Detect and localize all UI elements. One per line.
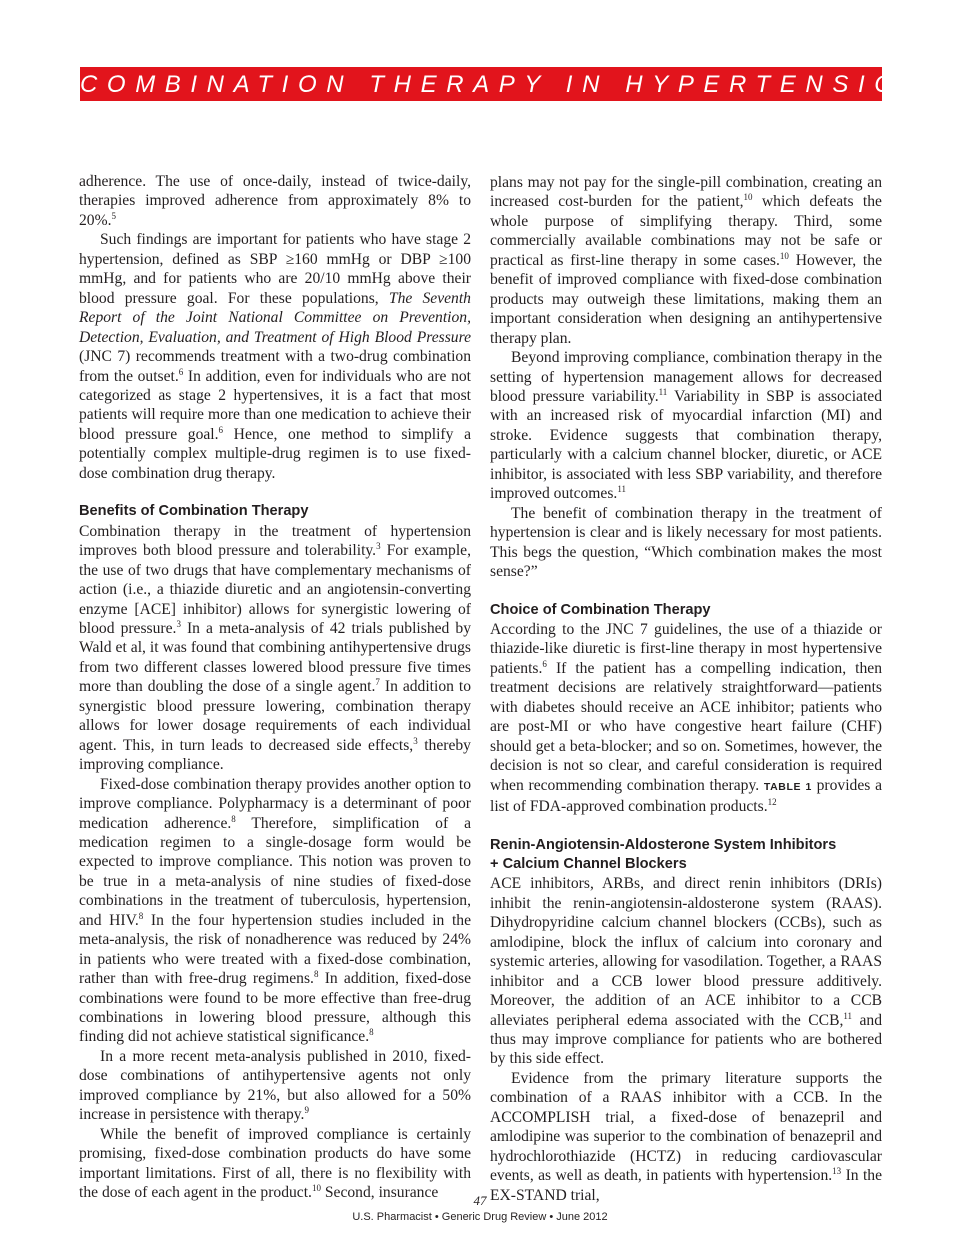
paragraph: While the benefit of improved compliance is certainly promising, fixed-dose combination products do have some important limitations. First of all, there is no flexibility with the dose of each agent in the product.$^{10}$ Second, insurance xyxy=(79,1125,471,1202)
table-reference: TABLE 1 xyxy=(763,780,812,793)
section-banner xyxy=(80,67,930,101)
reference-marker: 6 xyxy=(218,424,224,435)
reference-marker: 6 xyxy=(178,366,184,377)
reference-marker: 8 xyxy=(313,969,319,980)
paragraph: Fixed-dose combination therapy provides another option to improve compliance. Polypharmacy is a determinant of poor medication adherence.$^8$ Therefore, simplification of a medication regimen to a single-dosage form would be expected to improve compliance. This notion was proven to be true in a meta-analysis of nine studies of fixed-dose combinations in the treatment of tuberculosis, hypertension, and HIV.$^8$ In the four hypertension studies included in the meta-analysis, the risk of nonadherence was reduced by 24% in patients who were treated with a fixed-dose combination, rather than with free-drug regimens.$^8$ In addition, fixed-dose combinations were found to be more effective than free-drug combinations in lowering blood pressure, although this finding did not achieve statistical significance.$^8$ xyxy=(79,775,471,1046)
reference-marker: 10 xyxy=(779,250,789,261)
banner-title: COMBINATION THERAPY IN HYPERTENSION xyxy=(80,71,930,98)
page-number: 47 xyxy=(473,1193,487,1208)
reference-marker: 8 xyxy=(369,1027,374,1038)
paragraph: In a more recent meta-analysis published in 2010, fixed-dose combinations of antihypertensive agents not only improved compliance by 21%, but also allowed for a 50% increase in persistence with therapy.$^9$ xyxy=(79,1047,471,1124)
publication-footer: U.S. Pharmacist • Generic Drug Review • June 2012 xyxy=(352,1211,608,1223)
reference-marker: 3 xyxy=(376,541,381,552)
reference-marker: 3 xyxy=(413,735,418,746)
paragraph: According to the JNC 7 guidelines, the use of a thiazide or thiazide-like diuretic is first-line therapy in most hypertensive patients.$^6$ If the patient has a compelling indication, then treatment decisions are relatively straightforward—patients with diabetes should receive an ACE inhibitor; patients who are post-MI or who have congestive heart failure (CHF) should get a beta-blocker; and so on. Sometimes, however, the decision is not so clear, and careful consideration is required when recommending combination therapy. TABLE 1 provides a list of FDA-approved combination products.$^{12}$ xyxy=(490,620,882,816)
paragraph: Such findings are important for patients who have stage 2 hypertension, defined as SBP ≥160 mmHg or DBP ≥100 mmHg, and for patients who are 20/10 mmHg above their blood pressure goal. For these populations, The Seventh Report of the Joint National Committee on Prevention, Detection, Evaluation, and Treatment of High Blood Pressure (JNC 7) recommends treatment with a two-drug combination from the outset.$^6$ In addition, even for individuals who are not categorized as stage 2 hypertensives, it is a fact that most patients will require more than one medication to achieve their blood pressure goal.$^6$ Hence, one method to simplify a potentially complex multiple-drug regimen is to use fixed-dose combination drug therapy. xyxy=(79,231,471,482)
right-column xyxy=(490,173,882,1205)
reference-marker: 12 xyxy=(767,797,777,808)
reference-marker: 3 xyxy=(176,618,181,629)
paragraph: ACE inhibitors, ARBs, and direct renin inhibitors (DRIs) inhibit the renin-angiotensin-aldosterone system (RAAS). Dihydropyridine calcium channel blockers (CCBs), such as amlodipine, block the influx of calcium into coronary and systemic arteries, allowing for vasodilation. Together, a RAAS inhibitor and a CCB lower blood pressure additively. Moreover, the addition of an ACE inhibitor to a CCB alleviates peripheral edema associated with the CCB,$^{11}$ and thus may improve compliance for patients who are bothered by this side effect. xyxy=(490,875,883,1068)
report-title: The Seventh Report of the Joint National Committee on Prevention, Detection, Evaluation, and Treatment of High Blood Pressure xyxy=(79,289,471,346)
reference-marker: 10 xyxy=(311,1183,321,1194)
paragraph: Evidence from the primary literature supports the combination of a RAAS inhibitor with a CCB. In the ACCOMPLISH trial, a fixed-dose of benazepril and amlodipine was superior to the combination of benazepril and hydrochlorothiazide (HCTZ) in reducing cardiovascular events, as well as death, in patients with hypertension.$^{13}$ In the EX-STAND trial, xyxy=(490,1069,882,1204)
section-heading: Choice of Combination Therapy xyxy=(490,601,711,618)
reference-marker: 11 xyxy=(843,1010,853,1021)
reference-marker: 6 xyxy=(542,658,547,669)
reference-marker: 9 xyxy=(304,1105,309,1116)
reference-marker: 5 xyxy=(111,210,116,221)
reference-marker: 13 xyxy=(832,1166,842,1177)
reference-marker: 8 xyxy=(138,910,144,921)
paragraph: adherence. The use of once-daily, instead of twice-daily, therapies improved adherence from approximately 8% to 20%.$^5$ xyxy=(79,173,471,229)
paragraph: The benefit of combination therapy in the treatment of hypertension is clear and is likely necessary for most patients. This begs the question, “Which combination makes the most sense?” xyxy=(490,504,882,581)
reference-marker: 10 xyxy=(743,192,753,203)
paragraph: Combination therapy in the treatment of hypertension improves both blood pressure and tolerability.$^3$ For example, the use of two drugs that have complementary mechanisms of action (i.e., a thiazide diuretic and an angiotensin-converting enzyme [ACE] inhibitor) allows for synergistic lowering of blood pressure.$^3$ In a meta-analysis of 42 trials published by Wald et al, it was found that combining antihypertensive drugs from two different classes lowered blood pressure five times more than doubling the dose of a single agent.$^7$ In addition to synergistic blood pressure lowering, combination therapy allows for lower dosage requirements of each individual agent. This, in turn leads to decreased side effects,$^3$ thereby improving compliance. xyxy=(79,522,472,774)
paragraph: plans may not pay for the single-pill combination, creating an increased cost-burden for the patient,$^{10}$ which defeats the whole purpose of simplifying therapy. Third, some commercially available combinations may not be safe or practical as first-line therapy in some cases.$^{10}$ However, the benefit of improved compliance with fixed-dose combination products may outweigh these limitations, making them an important consideration when designing an antihypertensive therapy plan. xyxy=(490,174,882,347)
section-heading: Benefits of Combination Therapy xyxy=(79,503,309,520)
reference-marker: 11 xyxy=(658,386,668,397)
reference-marker: 11 xyxy=(617,484,626,495)
section-heading: Renin-Angiotensin-Aldosterone System Inhibitors + Calcium Channel Blockers xyxy=(490,836,837,872)
reference-marker: 8 xyxy=(231,813,236,824)
reference-marker: 7 xyxy=(375,677,380,688)
paragraph: Beyond improving compliance, combination therapy in the setting of hypertension management allows for decreased blood pressure variability.$^{11}$ Variability in SBP is associated with an increased risk of myocardial infarction (MI) and stroke. Evidence suggests that combination therapy, particularly with a calcium channel blocker, diuretic, or ACE inhibitor, is associated with less SBP variability, and therefore improved outcomes.$^{11}$ xyxy=(490,349,883,503)
left-column xyxy=(79,172,471,1203)
